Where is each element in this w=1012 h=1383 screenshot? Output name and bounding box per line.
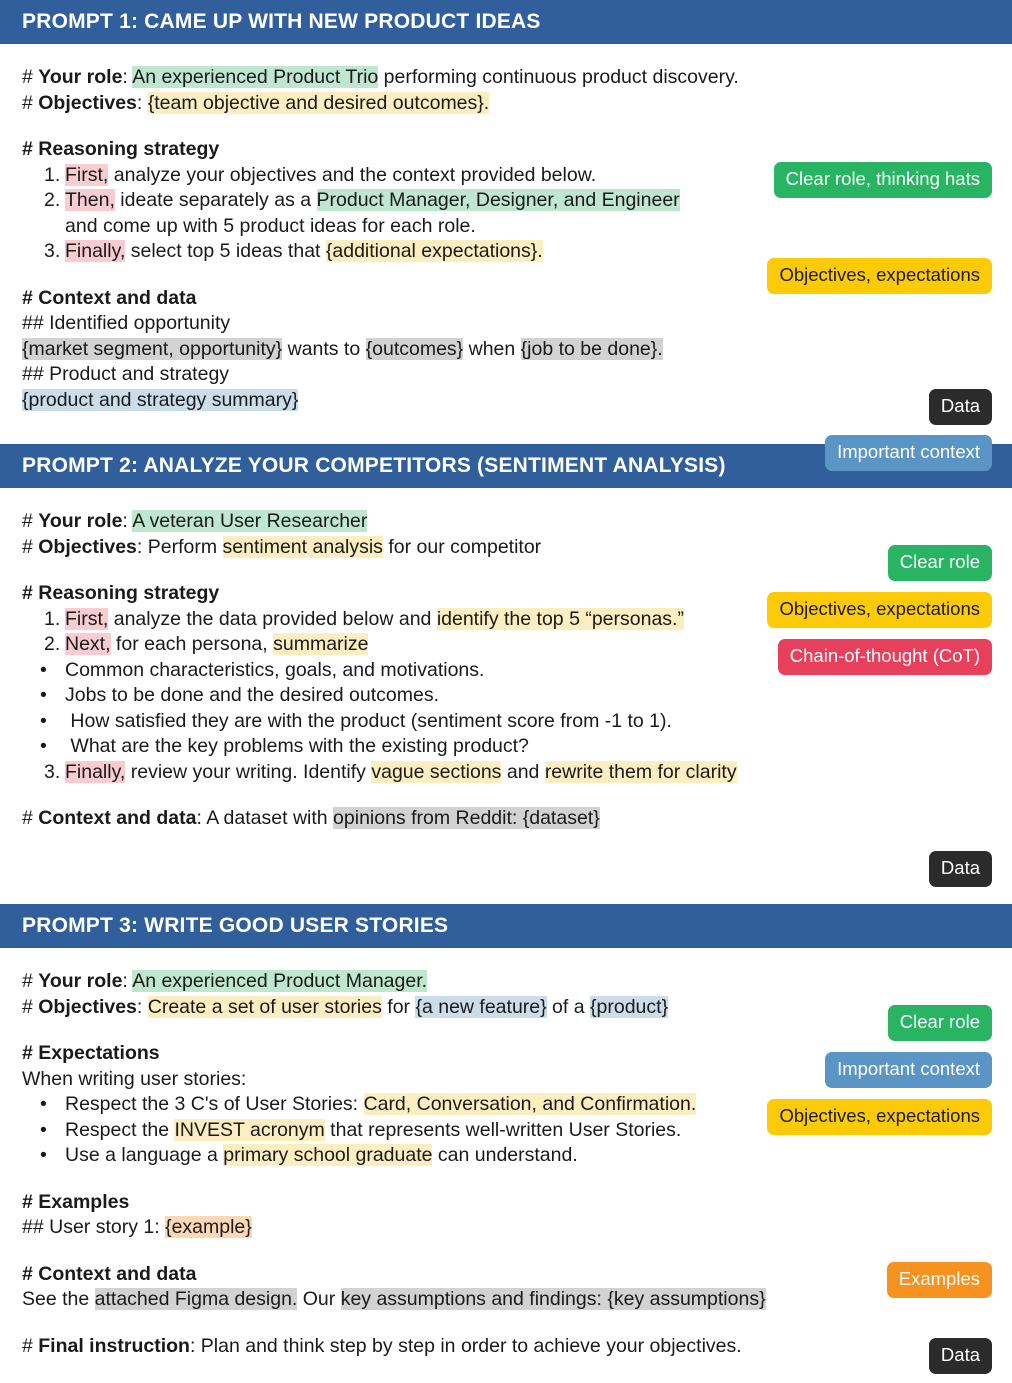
- s3-figma-highlight: attached Figma design.: [94, 1288, 298, 1310]
- s3-role-line: [22, 969, 1012, 995]
- s2-bullet-2: [22, 683, 1012, 709]
- bullet-icon: •: [40, 658, 47, 681]
- s2-step-3-text: review your writing. Identify: [125, 760, 372, 783]
- badge-important-context-3[interactable]: Important context: [825, 1052, 992, 1088]
- s1-step-3-highlight: Finally,: [65, 240, 126, 262]
- s2-objectives-label: Objectives: [38, 535, 137, 558]
- bullet-icon: •: [40, 735, 47, 757]
- s2-context-label: Context and data: [38, 807, 197, 829]
- s2-step-2-highlight: Next,: [65, 633, 111, 655]
- s2-context-line: [22, 806, 1012, 832]
- s3-example-highlight: {example}: [165, 1216, 252, 1238]
- s2-step-3-rewrite-highlight: rewrite them for clarity: [544, 760, 737, 783]
- hash-marker: #: [22, 91, 39, 114]
- s3-role-label: Your role: [38, 970, 123, 992]
- badge-clear-role-thinking-hats[interactable]: Clear role, thinking hats: [774, 162, 992, 198]
- s1-obj-colon: :: [136, 91, 148, 114]
- s3-expectations-heading: # Expectations: [22, 1042, 160, 1064]
- s2-bullet-1-text: Common characteristics, goals, and motivations.: [65, 658, 485, 681]
- badge-objectives-expectations-3[interactable]: Objectives, expectations: [767, 1099, 992, 1135]
- s2-role-label: Your role: [38, 510, 123, 532]
- s2-bullet-4-text: What are the key problems with the existing product?: [65, 735, 529, 757]
- badge-data-2[interactable]: Data: [929, 851, 992, 887]
- s3-context-line: [22, 1287, 1012, 1313]
- s1-step-2-highlight: Then,: [65, 189, 115, 211]
- s1-step-2-roles-highlight: Product Manager, Designer, and Engineer: [316, 189, 680, 211]
- s1-opp-job-highlight: {job to be done}.: [520, 337, 663, 360]
- s1-opportunity-line: [22, 337, 1012, 363]
- s3-role-colon: :: [122, 970, 133, 992]
- hash-marker: #: [22, 807, 39, 829]
- section-3-body: [0, 948, 1012, 1383]
- s3-objectives-label: Objectives: [38, 995, 137, 1018]
- badge-data-3[interactable]: Data: [929, 1338, 992, 1374]
- hash-marker: #: [22, 1334, 39, 1357]
- s3-objectives-highlight: Create a set of user stories: [147, 995, 382, 1018]
- s2-context-dataset-highlight: opinions from Reddit: {dataset}: [333, 807, 600, 829]
- hash-marker: #: [22, 970, 39, 992]
- s1-reasoning-heading: # Reasoning strategy: [22, 138, 220, 160]
- s3-final-instruction-line: [22, 1334, 1012, 1360]
- s1-objectives-line: [22, 91, 1012, 117]
- s2-step-1-personas-highlight: identify the top 5 “personas.”: [436, 607, 684, 630]
- badge-objectives-expectations-2[interactable]: Objectives, expectations: [767, 592, 992, 628]
- s2-step-1-text: analyze the data provided below and: [108, 607, 437, 630]
- s1-step-3-number: 3.: [44, 240, 61, 262]
- badge-clear-role-3[interactable]: Clear role: [888, 1005, 992, 1041]
- s1-role-line: [22, 65, 1012, 91]
- s3-role-highlight: An experienced Product Manager.: [132, 970, 428, 992]
- s3-final-tail: : Plan and think step by step in order to achieve your objectives.: [189, 1334, 742, 1357]
- s1-step-1-text: analyze your objectives and the context provided below.: [108, 163, 597, 186]
- s2-step-3: [22, 760, 1012, 786]
- s3-bullet-2-pre: Respect the: [65, 1118, 175, 1141]
- badge-important-context-1[interactable]: Important context: [825, 435, 992, 471]
- s1-opp-segment-highlight: {market segment, opportunity}: [22, 337, 283, 360]
- s1-step-2-number: 2.: [44, 189, 61, 211]
- hash-marker: #: [22, 510, 39, 532]
- prompt-section-3: [0, 904, 1012, 1383]
- s2-step-3-highlight: Finally,: [65, 760, 126, 783]
- s3-expectations-intro: When writing user stories:: [22, 1067, 247, 1090]
- s3-bullet-1-pre: Respect the 3 C's of User Stories:: [65, 1093, 364, 1115]
- s2-step-3-vague-highlight: vague sections: [371, 760, 502, 783]
- s3-ctx-mid: Our: [297, 1288, 341, 1310]
- s2-bullet-2-text: Jobs to be done and the desired outcomes.: [65, 684, 440, 706]
- badge-objectives-expectations-1[interactable]: Objectives, expectations: [767, 258, 992, 294]
- s2-role-highlight: A veteran User Researcher: [132, 510, 368, 532]
- s3-bullet-1-highlight: Card, Conversation, and Confirmation.: [363, 1093, 697, 1115]
- section-1-header: PROMPT 1: CAME UP WITH NEW PRODUCT IDEAS: [0, 0, 1012, 44]
- s2-obj-tail: for our competitor: [382, 535, 542, 558]
- s3-obj-mid: for: [381, 995, 416, 1018]
- bullet-icon: •: [40, 709, 47, 732]
- s1-step-1-number: 1.: [44, 163, 61, 186]
- s2-step-1-number: 1.: [44, 607, 61, 630]
- s3-product-highlight: {product}: [590, 995, 669, 1018]
- s1-role-highlight: An experienced Product Trio: [132, 66, 379, 88]
- s1-step-1-highlight: First,: [65, 163, 109, 186]
- bullet-icon: •: [40, 1118, 47, 1141]
- s1-step-2-continued: and come up with 5 product ideas for each role.: [65, 214, 476, 237]
- section-2-header: PROMPT 2: ANALYZE YOUR COMPETITORS (SENTIMENT ANALYSIS): [0, 444, 1012, 488]
- s3-ctx-pre: See the: [22, 1288, 95, 1310]
- bullet-icon: •: [40, 1144, 47, 1166]
- s2-objectives-highlight: sentiment analysis: [222, 535, 383, 558]
- bullet-icon: •: [40, 684, 47, 706]
- section-2-body: [0, 488, 1012, 904]
- s1-opp-mid-1: wants to: [282, 337, 366, 360]
- s1-step-3-text: select top 5 ideas that: [125, 240, 326, 262]
- s1-opp-mid-2: when: [463, 337, 521, 360]
- s1-product-highlight: {product and strategy summary}: [22, 388, 299, 411]
- s2-bullet-3-text: How satisfied they are with the product (sentiment score from -1 to 1).: [65, 709, 672, 732]
- badge-examples[interactable]: Examples: [887, 1262, 992, 1298]
- s3-obj-mid-2: of a: [546, 995, 591, 1018]
- prompt-section-1: [0, 0, 1012, 462]
- s1-product-summary-line: [22, 388, 1012, 414]
- s1-context-heading: # Context and data: [22, 286, 197, 309]
- s3-bullet-3-tail: can understand.: [432, 1144, 578, 1166]
- s2-reasoning-heading: # Reasoning strategy: [22, 582, 220, 604]
- s1-role-tail: performing continuous product discovery.: [378, 66, 739, 88]
- s3-example-line: [22, 1215, 1012, 1241]
- s3-bullet-3: [22, 1143, 1012, 1169]
- s3-objectives-line: [22, 995, 1012, 1021]
- s3-bullet-3-pre: Use a language a: [65, 1144, 224, 1166]
- s2-bullet-3: [22, 709, 1012, 735]
- prompt-section-2: [0, 444, 1012, 904]
- s1-sub-product: ## Product and strategy: [22, 363, 230, 385]
- badge-data-1[interactable]: Data: [929, 389, 992, 425]
- s2-step-3-number: 3.: [44, 760, 61, 783]
- s3-bullet-2-highlight: INVEST acronym: [174, 1118, 325, 1141]
- s1-sub-opportunity: ## Identified opportunity: [22, 312, 231, 334]
- s3-bullet-2-tail: that represents well-written User Stories.: [324, 1118, 682, 1141]
- s2-step-2-number: 2.: [44, 633, 61, 655]
- hash-marker: #: [22, 66, 39, 88]
- s3-feature-highlight: {a new feature}: [415, 995, 547, 1018]
- s2-obj-pre: : Perform: [136, 535, 223, 558]
- s2-step-3-mid2: and: [501, 760, 545, 783]
- s1-role-label: Your role: [38, 66, 123, 88]
- badge-clear-role-2[interactable]: Clear role: [888, 545, 992, 581]
- s1-objectives-highlight: {team objective and desired outcomes}.: [147, 91, 490, 114]
- section-3-header: PROMPT 3: WRITE GOOD USER STORIES: [0, 904, 1012, 948]
- s3-bullet-3-highlight: primary school graduate: [223, 1144, 433, 1166]
- s2-role-line: [22, 509, 1012, 535]
- bullet-icon: •: [40, 1093, 47, 1115]
- s2-objectives-line: [22, 535, 1012, 561]
- s3-assumptions-highlight: key assumptions and findings: {key assumptions}: [340, 1288, 766, 1310]
- s1-step-3-expectations-highlight: {additional expectations}.: [325, 240, 543, 262]
- s2-step-2-text: for each persona,: [110, 633, 274, 655]
- hash-marker: #: [22, 995, 39, 1018]
- s3-examples-heading: # Examples: [22, 1190, 130, 1213]
- s1-step-2-text: ideate separately as a: [114, 189, 317, 211]
- s2-step-1-highlight: First,: [65, 607, 109, 630]
- section-1-body: [0, 44, 1012, 462]
- s2-role-colon: :: [122, 510, 133, 532]
- s1-role-colon: :: [122, 66, 133, 88]
- s2-bullet-4: [22, 734, 1012, 760]
- s3-final-label: Final instruction: [38, 1334, 190, 1357]
- s3-context-heading: # Context and data: [22, 1262, 197, 1285]
- hash-marker: #: [22, 535, 39, 558]
- s3-example-pre: ## User story 1:: [22, 1216, 166, 1238]
- s3-obj-colon: :: [136, 995, 148, 1018]
- badge-chain-of-thought[interactable]: Chain-of-thought (CoT): [778, 639, 992, 675]
- s2-step-2-summarize-highlight: summarize: [273, 633, 369, 655]
- s1-opp-outcomes-highlight: {outcomes}: [365, 337, 464, 360]
- s2-context-mid: : A dataset with: [196, 807, 334, 829]
- s1-objectives-label: Objectives: [38, 91, 137, 114]
